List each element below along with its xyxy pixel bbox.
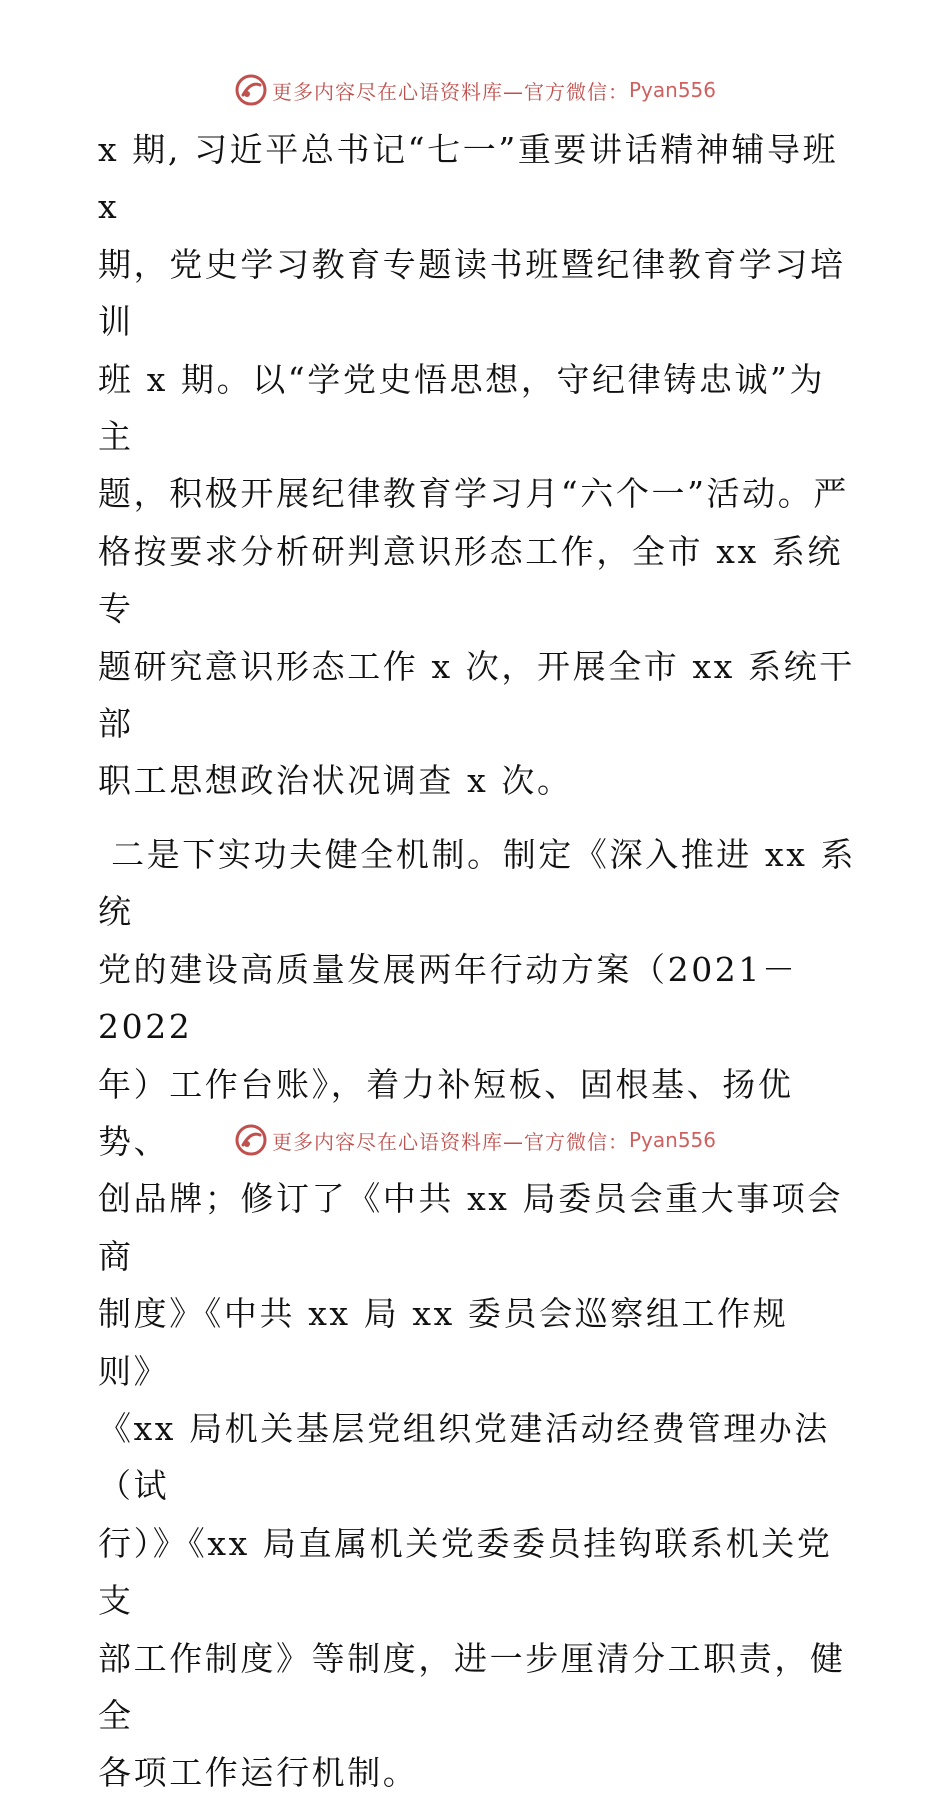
header-watermark [0, 70, 950, 110]
document-body [98, 121, 858, 1802]
paragraph-1: x 期, 习近平总书记“七一”重要讲话精神辅导班 x 期，党史学习教育专题读书班暨纪律教育学习培训 班 x 期。以“学党史悟思想，守纪律铸忠诚”为主 题，积极开展纪律教育学习月“六个一”活动。严 格按要求分析研判意识形态工作，全市 xx 系统专 题研究意识形态工作 x 次，开展全市 xx 系统干部 职工思想政治状况调查 x 次。 [98, 130, 855, 801]
brand-logo-icon [234, 73, 268, 107]
watermark-wechat-id: Pyan556 [628, 1128, 716, 1152]
paragraph-2: 二是下实功夫健全机制。制定《深入推进 xx 系统 党的建设高质量发展两年行动方案（2021－2022 年）工作台账》，着力补短板、固根基、扬优势、 创品牌；修订了《中共 xx 局委员会重大事项会商 制度》《中共 xx 局 xx 委员会巡察组工作规则》 《xx 局机关基层党组织党建活动经费管理办法（试 行）》《xx 局直属机关党委委员挂钩联系机关党支 部工作制度》等制度，进一步厘清分工职责，健全 各项工作运行机制。 [98, 834, 857, 1793]
watermark-text: 更多内容尽在心语资料库—官方微信： [271, 79, 629, 104]
watermark-text: 更多内容尽在心语资料库—官方微信： [271, 1129, 629, 1154]
brand-logo-icon [234, 1123, 268, 1157]
watermark-wechat-id: Pyan556 [628, 78, 716, 102]
footer-watermark [0, 1120, 950, 1160]
